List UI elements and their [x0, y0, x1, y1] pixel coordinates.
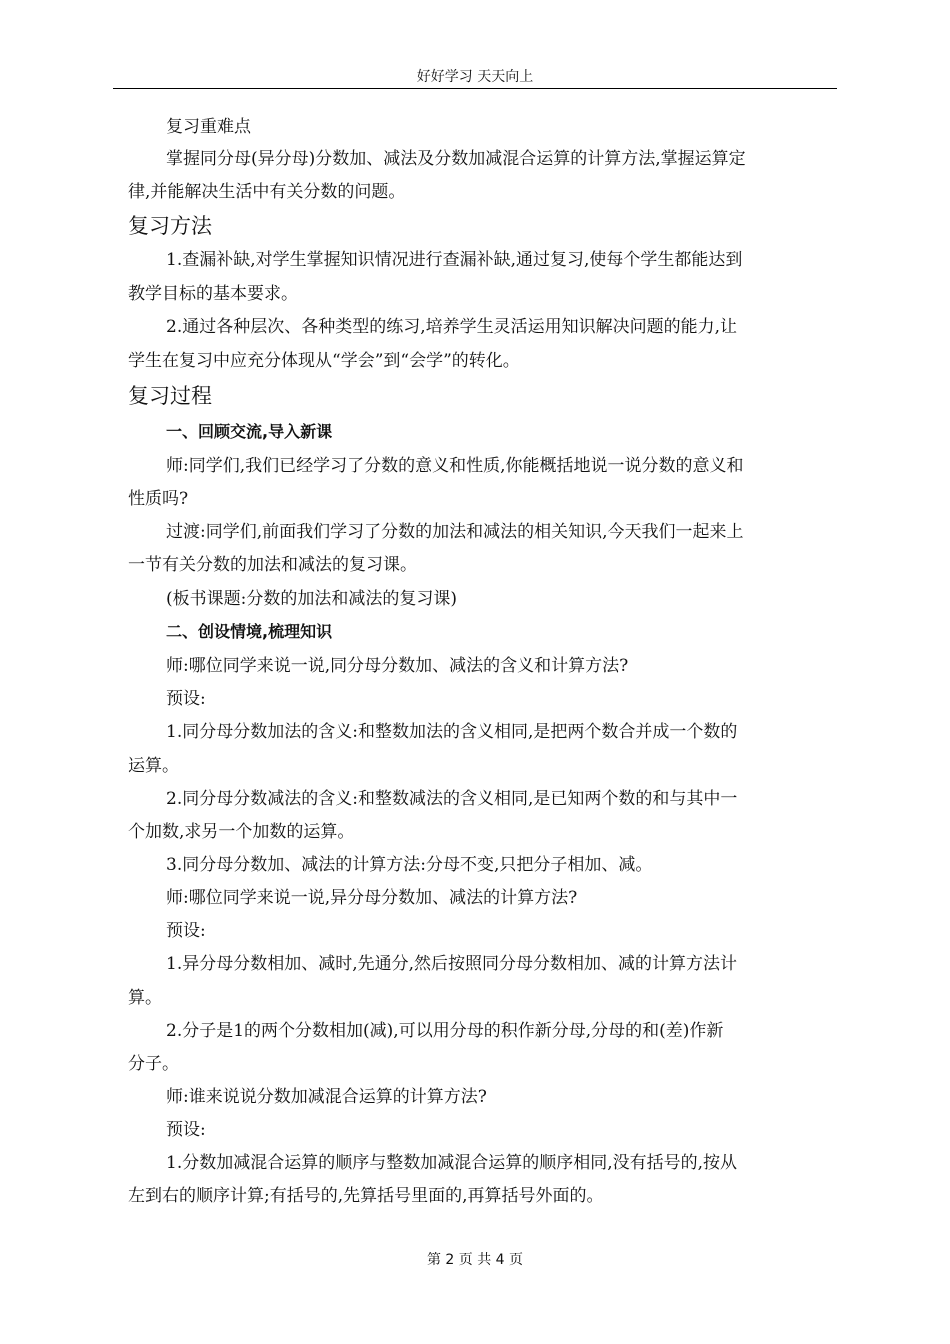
page-number: 第 2 页 共 4 页	[426, 1252, 524, 1268]
paragraph-line: 预设:	[166, 1120, 206, 1140]
paragraph-line: 律,并能解决生活中有关分数的问题。	[128, 182, 406, 202]
paragraph-line: 个加数,求另一个加数的运算。	[128, 822, 355, 842]
paragraph-line: (板书课题:分数的加法和减法的复习课)	[166, 589, 457, 609]
paragraph-line: 分子。	[128, 1054, 179, 1074]
paragraph-line: 1.查漏补缺,对学生掌握知识情况进行查漏补缺,通过复习,使每个学生都能达到	[166, 250, 743, 270]
paragraph-line: 掌握同分母(异分母)分数加、减法及分数加减混合运算的计算方法,掌握运算定	[166, 149, 746, 169]
paragraph-line: 师:同学们,我们已经学习了分数的意义和性质,你能概括地说一说分数的意义和	[166, 456, 744, 476]
paragraph-line: 1.分数加减混合运算的顺序与整数加减混合运算的顺序相同,没有括号的,按从	[166, 1153, 738, 1173]
page-header: 好好学习 天天向上	[416, 69, 534, 85]
paragraph-line: 师:哪位同学来说一说,异分母分数加、减法的计算方法?	[166, 888, 578, 908]
paragraph-line: 左到右的顺序计算;有括号的,先算括号里面的,再算括号外面的。	[128, 1186, 604, 1206]
section-heading-process: 复习过程	[128, 384, 212, 408]
paragraph-line: 过渡:同学们,前面我们学习了分数的加法和减法的相关知识,今天我们一起来上	[166, 522, 744, 542]
subsection-title-2: 二、创设情境,梳理知识	[166, 622, 333, 641]
paragraph-line: 3.同分母分数加、减法的计算方法:分母不变,只把分子相加、减。	[166, 855, 653, 875]
paragraph-line: 性质吗?	[128, 489, 189, 509]
paragraph-line: 学生在复习中应充分体现从“学会”到“会学”的转化。	[128, 351, 520, 371]
paragraph-line: 一节有关分数的加法和减法的复习课。	[128, 555, 417, 575]
paragraph-line: 师:哪位同学来说一说,同分母分数加、减法的含义和计算方法?	[166, 656, 629, 676]
paragraph-line: 1.同分母分数加法的含义:和整数加法的含义相同,是把两个数合并成一个数的	[166, 722, 738, 742]
paragraph-line: 2.通过各种层次、各种类型的练习,培养学生灵活运用知识解决问题的能力,让	[166, 317, 738, 337]
paragraph-line: 师:谁来说说分数加减混合运算的计算方法?	[166, 1087, 487, 1107]
paragraph-line: 2.同分母分数减法的含义:和整数减法的含义相同,是已知两个数的和与其中一	[166, 789, 738, 809]
section-heading-method: 复习方法	[128, 214, 212, 238]
paragraph-line: 运算。	[128, 756, 179, 776]
paragraph-line: 教学目标的基本要求。	[128, 284, 298, 304]
paragraph-line: 预设:	[166, 921, 206, 941]
paragraph-line: 算。	[128, 988, 162, 1008]
key-difficulty-title: 复习重难点	[166, 117, 251, 137]
paragraph-line: 预设:	[166, 689, 206, 709]
subsection-title-1: 一、回顾交流,导入新课	[166, 422, 333, 441]
paragraph-line: 2.分子是1的两个分数相加(减),可以用分母的积作新分母,分母的和(差)作新	[166, 1021, 724, 1041]
paragraph-line: 1.异分母分数相加、减时,先通分,然后按照同分母分数相加、减的计算方法计	[166, 954, 738, 974]
header-divider	[113, 88, 837, 89]
